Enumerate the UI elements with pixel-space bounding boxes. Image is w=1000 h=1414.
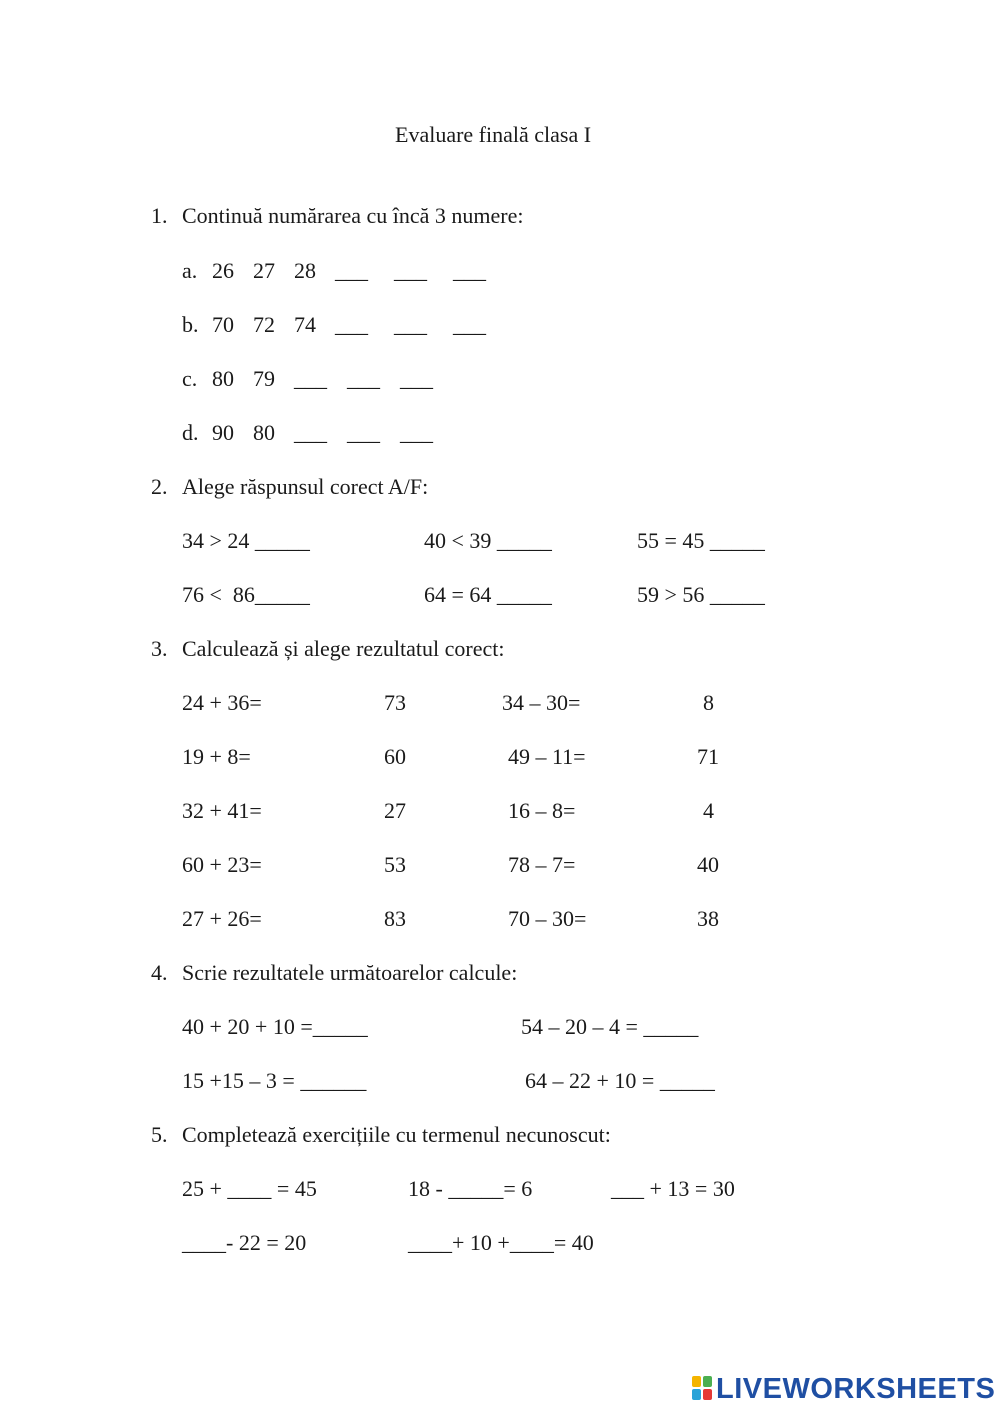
ex1-item-a-number: 28 [294,258,316,283]
ex1-item-c-number: 80 [212,366,234,391]
ex3-subtraction-option[interactable]: 38 [697,906,719,931]
ex3-addition: 19 + 8= [182,744,251,769]
ex5-equation[interactable]: 18 - _____= 6 [408,1176,533,1201]
ex1-item-b-blank[interactable]: ___ [394,312,427,337]
ex1-item-a-label: a. [182,258,198,283]
liveworksheets-logo-icon [692,1376,714,1402]
exercise-3-instruction: Calculează și alege rezultatul corect: [182,636,505,661]
ex4-calculation[interactable]: 15 +15 – 3 = ______ [182,1068,367,1093]
ex3-subtraction-option[interactable]: 71 [697,744,719,769]
ex1-item-b-label: b. [182,312,199,337]
ex2-statement[interactable]: 34 > 24 _____ [182,528,310,553]
ex1-item-a-blank[interactable]: ___ [335,258,368,283]
exercise-2-number: 2. [151,474,168,499]
exercise-5-number: 5. [151,1122,168,1147]
ex3-subtraction: 49 – 11= [508,744,586,769]
exercise-5-instruction: Completează exercițiile cu termenul necunoscut: [182,1122,611,1147]
ex1-item-b-blank[interactable]: ___ [453,312,486,337]
ex4-calculation[interactable]: 64 – 22 + 10 = _____ [525,1068,715,1093]
ex1-item-b-number: 74 [294,312,316,337]
ex5-equation[interactable]: 25 + ____ = 45 [182,1176,317,1201]
ex3-subtraction: 34 – 30= [502,690,581,715]
ex2-statement[interactable]: 40 < 39 _____ [424,528,552,553]
ex2-statement[interactable]: 59 > 56 _____ [637,582,765,607]
ex2-statement[interactable]: 76 < 86_____ [182,582,310,607]
ex2-statement[interactable]: 55 = 45 _____ [637,528,765,553]
ex1-item-d-blank[interactable]: ___ [294,420,327,445]
ex3-subtraction-option[interactable]: 8 [703,690,714,715]
ex3-subtraction: 78 – 7= [508,852,576,877]
ex3-addition: 60 + 23= [182,852,262,877]
ex1-item-b-number: 72 [253,312,275,337]
ex3-addition: 27 + 26= [182,906,262,931]
ex1-item-c-blank[interactable]: ___ [294,366,327,391]
ex5-equation[interactable]: ____+ 10 +____= 40 [408,1230,594,1255]
ex3-addition-option[interactable]: 27 [384,798,406,823]
ex1-item-c-blank[interactable]: ___ [347,366,380,391]
ex3-addition-option[interactable]: 83 [384,906,406,931]
ex4-calculation[interactable]: 54 – 20 – 4 = _____ [521,1014,699,1039]
ex1-item-d-number: 80 [253,420,275,445]
ex3-subtraction: 70 – 30= [508,906,587,931]
ex3-subtraction: 16 – 8= [508,798,576,823]
exercise-2-instruction: Alege răspunsul corect A/F: [182,474,429,499]
ex1-item-d-blank[interactable]: ___ [347,420,380,445]
ex3-addition: 24 + 36= [182,690,262,715]
ex3-subtraction-option[interactable]: 4 [703,798,714,823]
exercise-4-number: 4. [151,960,168,985]
ex2-statement[interactable]: 64 = 64 _____ [424,582,552,607]
ex4-calculation[interactable]: 40 + 20 + 10 =_____ [182,1014,368,1039]
ex1-item-a-blank[interactable]: ___ [394,258,427,283]
ex5-equation[interactable]: ____- 22 = 20 [182,1230,307,1255]
ex3-addition: 32 + 41= [182,798,262,823]
logo-text: LIVEWORKSHEETS [716,1372,996,1405]
exercise-1-instruction: Continuă numărarea cu încă 3 numere: [182,203,524,228]
ex1-item-c-number: 79 [253,366,275,391]
ex3-subtraction-option[interactable]: 40 [697,852,719,877]
ex3-addition-option[interactable]: 53 [384,852,406,877]
ex1-item-d-blank[interactable]: ___ [400,420,433,445]
ex1-item-d-number: 90 [212,420,234,445]
ex3-addition-option[interactable]: 73 [384,690,406,715]
liveworksheets-logo[interactable] [692,1374,995,1404]
ex5-equation[interactable]: ___ + 13 = 30 [611,1176,735,1201]
ex1-item-b-number: 70 [212,312,234,337]
ex1-item-a-number: 27 [253,258,275,283]
exercise-4-instruction: Scrie rezultatele următoarelor calcule: [182,960,518,985]
ex3-addition-option[interactable]: 60 [384,744,406,769]
page-title: Evaluare finală clasa I [395,122,592,147]
ex1-item-c-blank[interactable]: ___ [400,366,433,391]
ex1-item-a-number: 26 [212,258,234,283]
ex1-item-d-label: d. [182,420,199,445]
exercise-3-number: 3. [151,636,168,661]
ex1-item-c-label: c. [182,366,198,391]
exercise-1-number: 1. [151,203,168,228]
ex1-item-b-blank[interactable]: ___ [335,312,368,337]
ex1-item-a-blank[interactable]: ___ [453,258,486,283]
